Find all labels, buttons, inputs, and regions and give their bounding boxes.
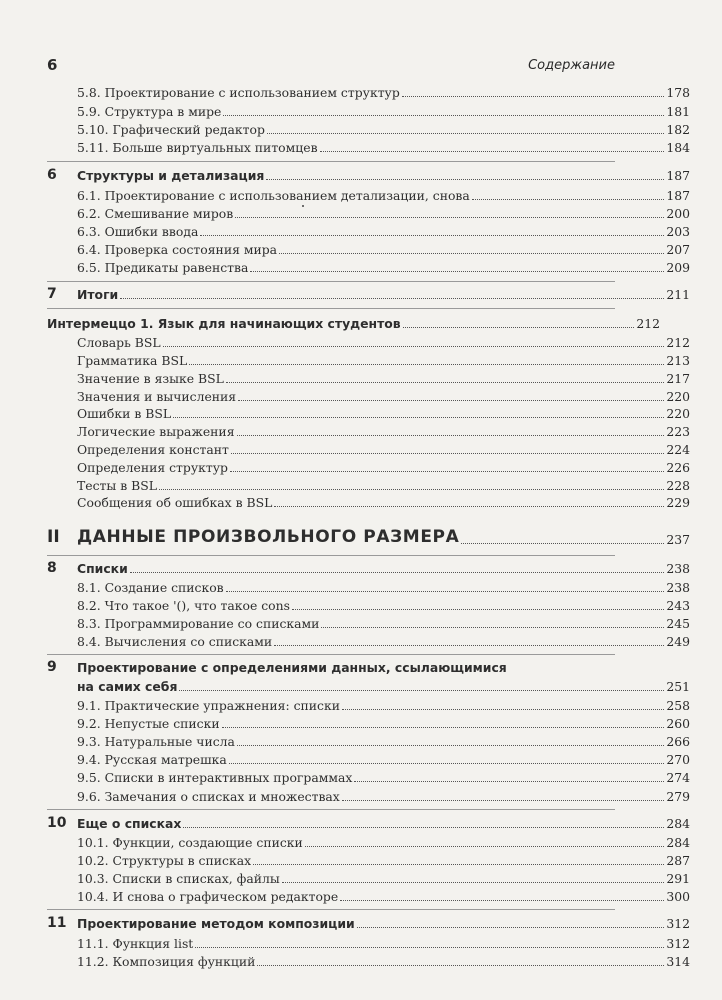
part-number: II xyxy=(47,527,60,547)
entry-title: 10.1. Функции, создающие списки xyxy=(77,835,303,850)
entry-title: 9.4. Русская матрешка xyxy=(77,752,227,767)
entry-title: 6.3. Ошибки ввода xyxy=(77,224,199,239)
entry-title: Определения структур xyxy=(77,460,228,475)
dot-leader xyxy=(340,900,664,901)
toc-chapter-7[interactable] xyxy=(0,287,722,302)
entry-page: 279 xyxy=(666,789,690,804)
toc-chapter-6[interactable] xyxy=(0,168,722,183)
dot-leader xyxy=(226,382,664,383)
dot-leader xyxy=(274,645,664,646)
dot-leader xyxy=(130,572,665,573)
entry-title: 6.5. Предикаты равенства xyxy=(77,260,249,275)
chapter-title: Итоги xyxy=(77,287,119,302)
entry-page: 220 xyxy=(666,406,690,421)
toc-entry-5-8[interactable] xyxy=(0,85,722,100)
entry-title: 9.6. Замечания о списках и множествах xyxy=(77,789,340,804)
section-divider xyxy=(47,809,615,810)
entry-title: 8.3. Программирование со списками xyxy=(77,616,320,631)
dot-leader xyxy=(267,133,664,134)
toc-entry-6-3[interactable] xyxy=(0,224,722,239)
entry-page: 203 xyxy=(666,224,690,239)
entry-title: 9.1. Практические упражнения: списки xyxy=(77,698,341,713)
dot-leader xyxy=(222,727,665,728)
entry-title: 8.4. Вычисления со списками xyxy=(77,634,273,649)
entry-title: Словарь BSL xyxy=(77,335,161,350)
dot-leader xyxy=(223,115,664,116)
entry-page: 217 xyxy=(666,371,690,386)
chapter-page: 251 xyxy=(666,679,690,694)
entry-page: 209 xyxy=(666,260,690,275)
dot-leader xyxy=(274,506,664,507)
running-head: Содержание xyxy=(528,58,615,73)
dot-leader xyxy=(238,400,664,401)
toc-entry-structure-definitions[interactable] xyxy=(0,460,722,475)
dot-leader xyxy=(253,864,664,865)
entry-page: 229 xyxy=(666,495,690,510)
dot-leader xyxy=(266,179,664,180)
entry-page: 220 xyxy=(666,389,690,404)
toc-entry-8-1[interactable] xyxy=(0,580,722,595)
toc-entry-bsl-grammar[interactable] xyxy=(0,353,722,368)
entry-title: Ошибки в BSL xyxy=(77,406,172,421)
toc-chapter-11[interactable] xyxy=(0,916,722,931)
page-number: 6 xyxy=(47,56,58,74)
section-divider xyxy=(47,909,615,910)
entry-title: 10.2. Структуры в списках xyxy=(77,853,252,868)
entry-page: 213 xyxy=(666,353,690,368)
dot-leader xyxy=(163,346,665,347)
entry-page: 212 xyxy=(666,335,690,350)
entry-page: 182 xyxy=(666,122,690,137)
toc-entry-9-6[interactable] xyxy=(0,789,722,804)
dot-leader xyxy=(282,882,665,883)
dot-leader xyxy=(354,781,664,782)
dot-leader xyxy=(173,417,664,418)
part-title: ДАННЫЕ ПРОИЗВОЛЬНОГО РАЗМЕРА xyxy=(77,527,460,547)
chapter-number: 7 xyxy=(47,286,57,302)
toc-entry-5-10[interactable] xyxy=(0,122,722,137)
entry-page: 274 xyxy=(666,770,690,785)
toc-entry-10-4[interactable] xyxy=(0,889,722,904)
intermezzo-page: 212 xyxy=(636,316,660,331)
entry-page: 238 xyxy=(666,580,690,595)
toc-entry-6-2[interactable] xyxy=(0,206,722,221)
toc-entry-values-computation[interactable] xyxy=(0,389,722,404)
dot-leader xyxy=(235,217,664,218)
entry-title: Сообщения об ошибках в BSL xyxy=(77,495,273,510)
dot-leader xyxy=(342,709,664,710)
toc-entry-8-2[interactable] xyxy=(0,598,722,613)
dot-leader xyxy=(229,763,665,764)
toc-entry-6-4[interactable] xyxy=(0,242,722,257)
toc-entry-5-11[interactable] xyxy=(0,140,722,155)
toc-entry-bsl-errors[interactable] xyxy=(0,406,722,421)
entry-page: 258 xyxy=(666,698,690,713)
entry-page: 249 xyxy=(666,634,690,649)
toc-entry-9-5[interactable] xyxy=(0,770,722,785)
chapter-page: 238 xyxy=(666,561,690,576)
toc-entry-6-1[interactable] xyxy=(0,188,722,203)
dot-leader xyxy=(231,453,664,454)
dot-leader xyxy=(120,298,664,299)
section-divider xyxy=(47,281,615,282)
chapter-number: 8 xyxy=(47,560,57,576)
entry-title: 8.2. Что такое '(), что такое cons xyxy=(77,598,290,613)
toc-entry-5-9[interactable] xyxy=(0,104,722,119)
entry-title: 5.10. Графический редактор xyxy=(77,122,265,137)
entry-page: 226 xyxy=(666,460,690,475)
entry-title: Тесты в BSL xyxy=(77,478,157,493)
entry-title: Значения и вычисления xyxy=(77,389,237,404)
entry-title: 9.2. Непустые списки xyxy=(77,716,220,731)
dot-leader xyxy=(237,745,664,746)
dot-leader xyxy=(189,364,664,365)
dot-leader xyxy=(472,199,665,200)
chapter-title-continued: на самих себя xyxy=(77,679,178,694)
entry-title: 11.2. Композиция функций xyxy=(77,954,256,969)
entry-page: 266 xyxy=(666,734,690,749)
toc-entry-bsl-vocabulary[interactable] xyxy=(0,335,722,350)
dot-leader xyxy=(226,591,665,592)
part-page: 237 xyxy=(666,532,690,547)
dot-leader xyxy=(461,543,664,544)
entry-title: 11.1. Функция list xyxy=(77,936,194,951)
chapter-title: Проектирование методом композиции xyxy=(77,916,355,931)
entry-title: 5.9. Структура в мире xyxy=(77,104,222,119)
section-divider xyxy=(47,161,615,162)
toc-entry-9-1[interactable] xyxy=(0,698,722,713)
section-divider xyxy=(47,308,615,309)
dot-leader xyxy=(320,151,665,152)
chapter-page: 211 xyxy=(666,287,690,302)
chapter-number: 11 xyxy=(47,915,67,931)
chapter-title: Списки xyxy=(77,561,128,576)
toc-entry-8-4[interactable] xyxy=(0,634,722,649)
toc-entry-9-3[interactable] xyxy=(0,734,722,749)
dot-leader xyxy=(230,471,664,472)
entry-page: 243 xyxy=(666,598,690,613)
chapter-title: Проектирование с определениями данных, ссылающимися xyxy=(77,660,507,675)
chapter-page: 284 xyxy=(666,816,690,831)
toc-entry-11-2[interactable] xyxy=(0,954,722,969)
entry-title: 6.4. Проверка состояния мира xyxy=(77,242,278,257)
dot-leader xyxy=(179,690,664,691)
chapter-title-line-2 xyxy=(0,679,722,694)
toc-entry-9-4[interactable] xyxy=(0,752,722,767)
entry-page: 284 xyxy=(666,835,690,850)
toc-part-2[interactable] xyxy=(0,527,722,547)
dot-leader xyxy=(292,609,664,610)
dot-leader xyxy=(402,96,665,97)
entry-page: 200 xyxy=(666,206,690,221)
toc-entry-10-1[interactable] xyxy=(0,835,722,850)
entry-page: 207 xyxy=(666,242,690,257)
dot-leader xyxy=(403,327,635,328)
entry-title: Грамматика BSL xyxy=(77,353,188,368)
chapter-page: 312 xyxy=(666,916,690,931)
chapter-title-line-1 xyxy=(0,660,722,675)
entry-page: 314 xyxy=(666,954,690,969)
dot-leader xyxy=(200,235,664,236)
entry-title: Логические выражения xyxy=(77,424,235,439)
toc-chapter-8[interactable] xyxy=(0,561,722,576)
toc-entry-boolean-expressions[interactable] xyxy=(0,424,722,439)
dot-leader xyxy=(250,271,664,272)
chapter-number: 6 xyxy=(47,167,57,183)
entry-page: 187 xyxy=(666,188,690,203)
toc-entry-8-3[interactable] xyxy=(0,616,722,631)
entry-page: 291 xyxy=(666,871,690,886)
dot-leader xyxy=(279,253,664,254)
toc-entry-11-1[interactable] xyxy=(0,936,722,951)
entry-title: Значение в языке BSL xyxy=(77,371,224,386)
entry-title: 10.3. Списки в списках, файлы xyxy=(77,871,280,886)
entry-title: 9.3. Натуральные числа xyxy=(77,734,235,749)
chapter-number: 9 xyxy=(47,659,57,675)
dot-leader xyxy=(342,800,665,801)
chapter-title: Еще о списках xyxy=(77,816,182,831)
toc-entry-constant-definitions[interactable] xyxy=(0,442,722,457)
intermezzo-title: Интермеццо 1. Язык для начинающих студентов xyxy=(47,316,401,331)
toc-entry-10-3[interactable] xyxy=(0,871,722,886)
entry-page: 300 xyxy=(666,889,690,904)
entry-title: 6.2. Смешивание миров xyxy=(77,206,234,221)
dot-leader xyxy=(321,627,664,628)
entry-page: 184 xyxy=(666,140,690,155)
chapter-title: Структуры и детализация xyxy=(77,168,265,183)
entry-title: 8.1. Создание списков xyxy=(77,580,224,595)
toc-entry-bsl-meaning[interactable] xyxy=(0,371,722,386)
toc-entry-9-2[interactable] xyxy=(0,716,722,731)
toc-intermezzo-1[interactable] xyxy=(0,316,692,331)
entry-title: 5.8. Проектирование с использованием структур xyxy=(77,85,400,100)
section-divider xyxy=(47,654,615,655)
entry-page: 270 xyxy=(666,752,690,767)
dot-leader xyxy=(183,827,664,828)
dot-leader xyxy=(159,489,664,490)
entry-page: 178 xyxy=(666,85,690,100)
entry-title: 9.5. Списки в интерактивных программах xyxy=(77,770,353,785)
entry-page: 312 xyxy=(666,936,690,951)
entry-title: 10.4. И снова о графическом редакторе xyxy=(77,889,339,904)
entry-page: 223 xyxy=(666,424,690,439)
dot-leader xyxy=(195,947,664,948)
entry-page: 181 xyxy=(666,104,690,119)
chapter-page: 187 xyxy=(666,168,690,183)
entry-page: 228 xyxy=(666,478,690,493)
entry-title: 5.11. Больше виртуальных питомцев xyxy=(77,140,318,155)
toc-entry-bsl-error-messages[interactable] xyxy=(0,495,722,510)
chapter-number: 10 xyxy=(47,815,67,831)
dot-leader xyxy=(305,846,665,847)
toc-entry-10-2[interactable] xyxy=(0,853,722,868)
section-divider xyxy=(47,555,615,556)
dot-leader xyxy=(357,927,665,928)
entry-title: 6.1. Проектирование с использованием детализации, снова xyxy=(77,188,470,203)
dot-leader xyxy=(237,435,665,436)
entry-page: 224 xyxy=(666,442,690,457)
toc-entry-bsl-tests[interactable] xyxy=(0,478,722,493)
dot-leader xyxy=(257,965,664,966)
toc-entry-6-5[interactable] xyxy=(0,260,722,275)
entry-page: 245 xyxy=(666,616,690,631)
entry-page: 287 xyxy=(666,853,690,868)
toc-chapter-10[interactable] xyxy=(0,816,722,831)
entry-title: Определения констант xyxy=(77,442,229,457)
entry-page: 260 xyxy=(666,716,690,731)
